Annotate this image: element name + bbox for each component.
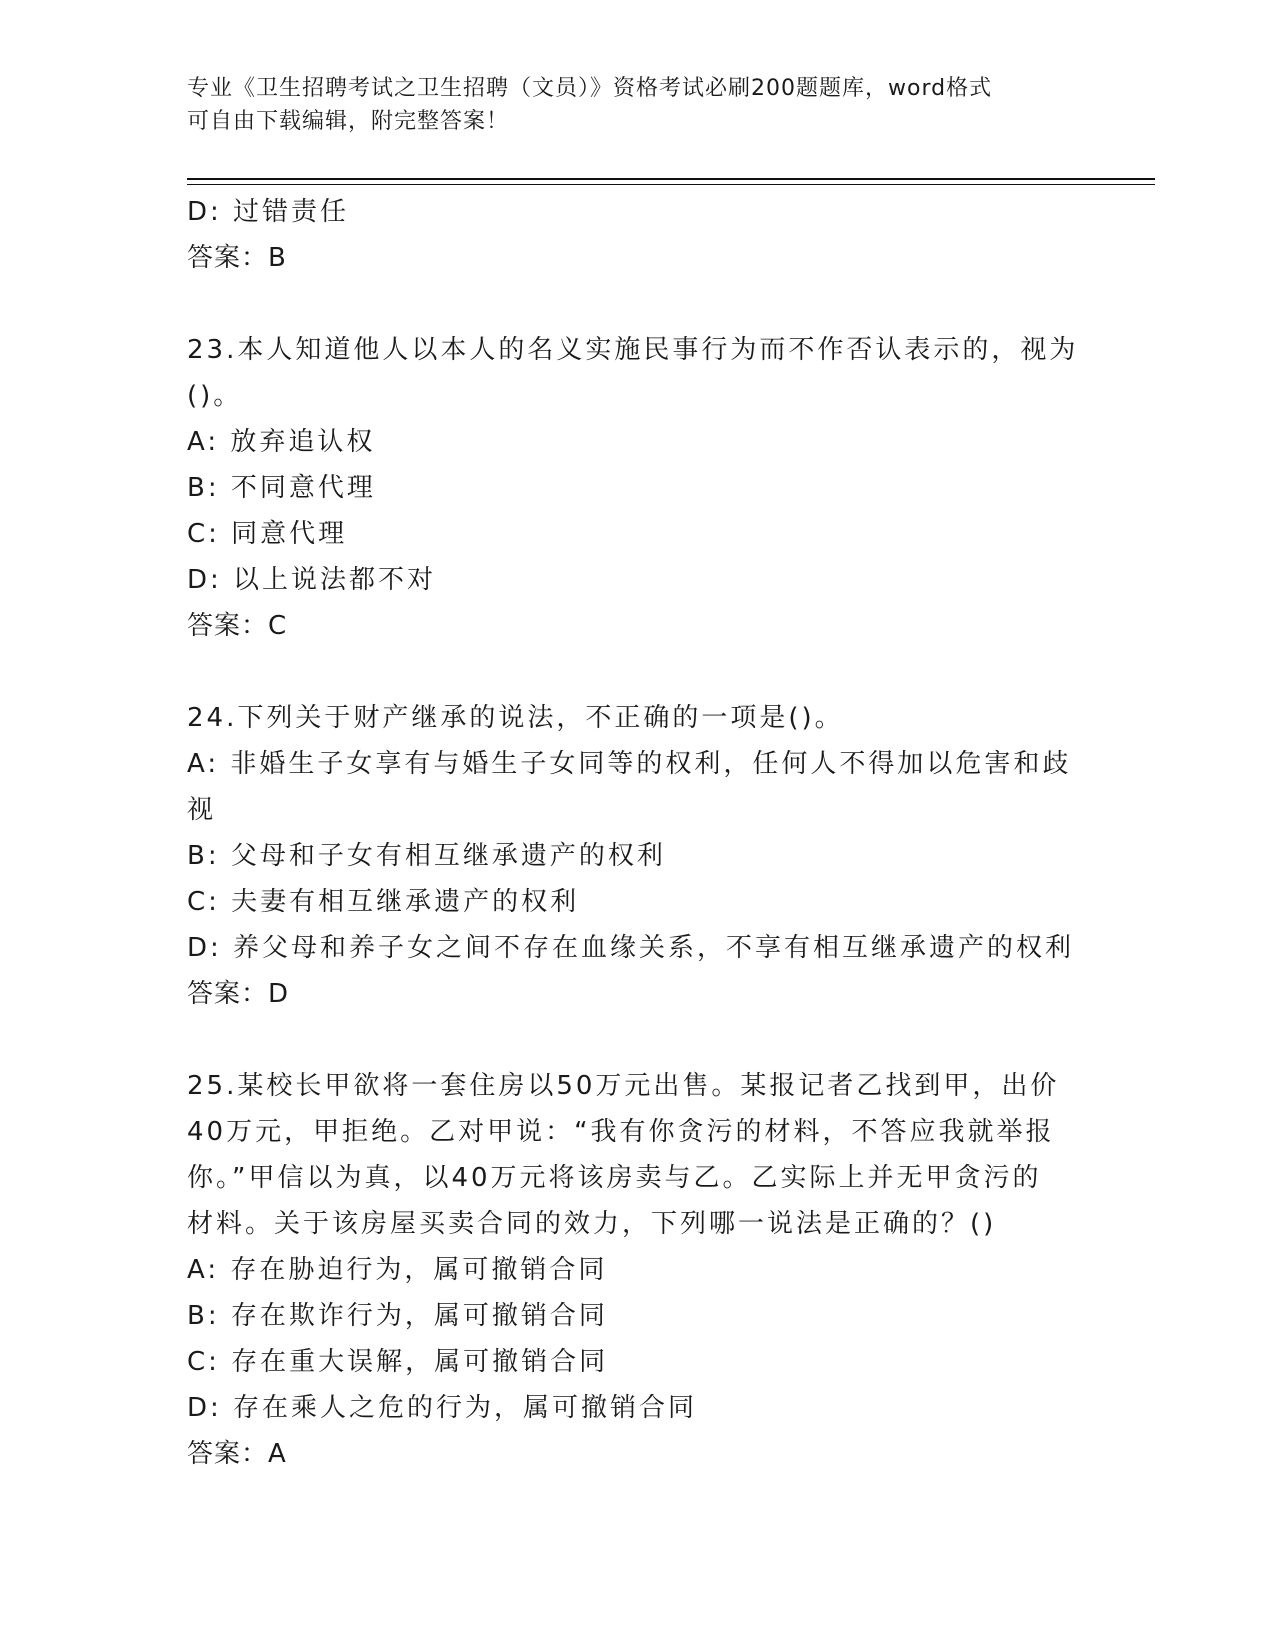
option-d: D: 存在乘人之危的行为，属可撤销合同 [187,1393,698,1423]
answer-line: 答案：A [187,1439,287,1469]
option-a-continued: 视 [187,795,217,825]
question-24 [187,695,1075,1017]
option-a: A: 非婚生子女享有与婚生子女同等的权利，任何人不得加以危害和歧 [187,749,1072,779]
option-c: C: 同意代理 [187,519,348,549]
question-stem-continued: ()。 [187,381,243,411]
question-list [187,189,1079,1477]
option-c: C: 夫妻有相互继承遗产的权利 [187,887,580,917]
question-stem-continued: 材料。关于该房屋买卖合同的效力，下列哪一说法是正确的？() [187,1209,997,1239]
spacer [187,649,1067,695]
header-title-line-1: 专业《卫生招聘考试之卫生招聘（文员）》资格考试必刷200题题库，word格式 [187,76,993,101]
spacer [187,1017,1067,1063]
option-d: D: 以上说法都不对 [187,565,437,595]
question-22-tail [187,189,1067,281]
option-b: B: 父母和子女有相互继承遗产的权利 [187,841,666,871]
header-title-line-2: 可自由下载编辑，附完整答案！ [187,109,510,134]
header-divider-thick [187,178,1155,180]
option-a: A: 放弃追认权 [187,427,376,457]
option-b: B: 不同意代理 [187,473,376,503]
question-stem: 23.本人知道他人以本人的名义实施民事行为而不作否认表示的，视为 [187,335,1079,365]
question-stem-continued: 40万元，甲拒绝。乙对甲说：“我有你贪污的材料，不答应我就举报 [187,1117,1055,1147]
question-23 [187,327,1079,649]
answer-line: 答案：D [187,979,290,1009]
option-b: B: 存在欺诈行为，属可撤销合同 [187,1301,608,1331]
option-a: A: 存在胁迫行为，属可撤销合同 [187,1255,608,1285]
header-divider-thin [187,184,1155,185]
spacer [187,281,1067,327]
option-c: C: 存在重大误解，属可撤销合同 [187,1347,609,1377]
option-d: D: 过错责任 [187,197,350,227]
page-header [187,72,1067,138]
question-stem-continued: 你。”甲信以为真，以40万元将该房卖与乙。乙实际上并无甲贪污的 [187,1163,1042,1193]
answer-line: 答案：B [187,243,287,273]
question-stem: 24.下列关于财产继承的说法，不正确的一项是()。 [187,703,844,733]
question-stem: 25.某校长甲欲将一套住房以50万元出售。某报记者乙找到甲，出价 [187,1071,1060,1101]
answer-line: 答案：C [187,611,288,641]
question-25 [187,1063,1067,1477]
option-d: D: 养父母和养子女之间不存在血缘关系，不享有相互继承遗产的权利 [187,933,1075,963]
